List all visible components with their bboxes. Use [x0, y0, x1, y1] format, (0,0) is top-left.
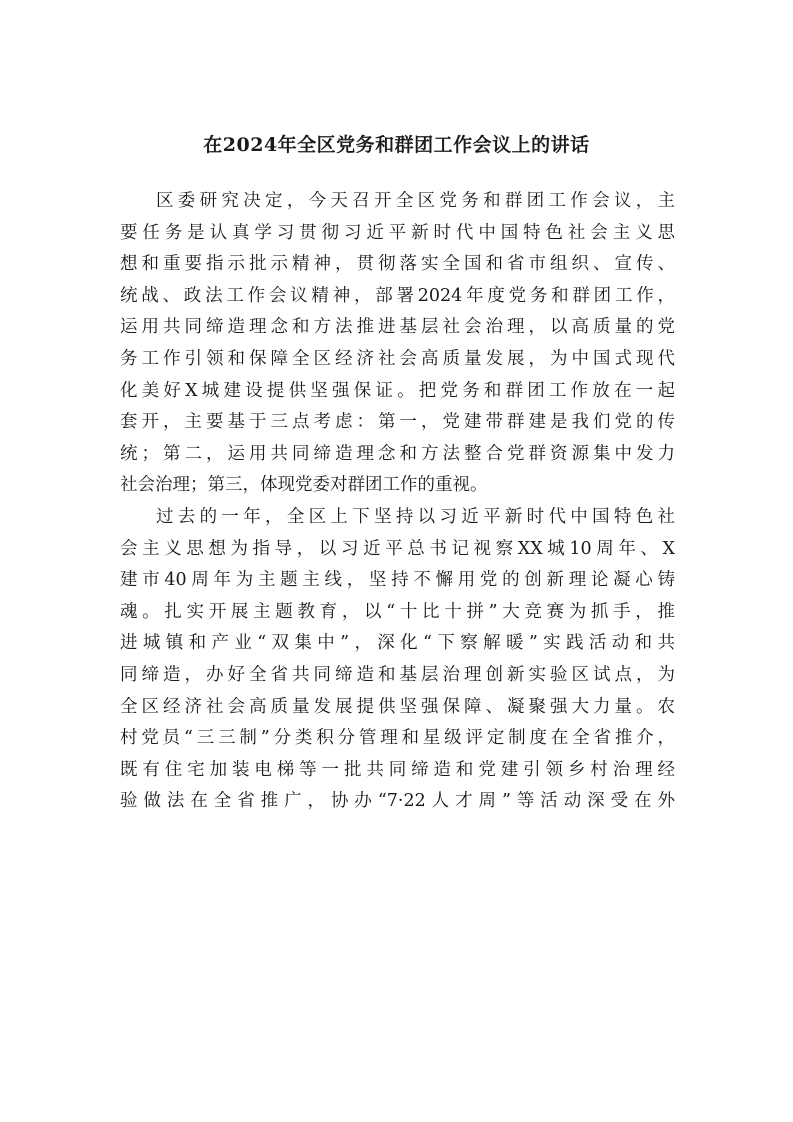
text-line: 会主义思想为指导，以习近平总书记视察XX城10周年、X	[120, 538, 675, 559]
text-line: 要任务是认真学习贯彻习近平新时代中国特色社会主义思	[120, 222, 675, 243]
text-line: 过去的一年，全区上下坚持以习近平新时代中国特色社	[156, 506, 675, 527]
text-line: 运用共同缔造理念和方法推进基层社会治理，以高质量的党	[120, 317, 675, 338]
paragraph-2	[120, 502, 675, 818]
text-line: 全区经济社会高质量发展提供坚强保障、凝聚强大力量。农	[120, 696, 675, 717]
text-line: 化美好X城建设提供坚强保证。把党务和群团工作放在一起	[120, 380, 675, 401]
text-line: 区委研究决定，今天召开全区党务和群团工作会议，主	[156, 191, 675, 211]
text-line: 验做法在全省推广，协办“7·22人才周”等活动深受在外	[120, 791, 675, 812]
text-line: 魂。扎实开展主题教育，以“十比十拼”大竞赛为抓手，推	[120, 601, 675, 622]
text-line: 建市40周年为主题主线，坚持不懈用党的创新理论凝心铸	[120, 570, 675, 591]
text-line: 进城镇和产业“双集中”，深化“下察解暖”实践活动和共	[120, 633, 675, 654]
text-line: 想和重要指示批示精神，贯彻落实全国和省市组织、宣传、	[120, 254, 675, 275]
text-line: 套开，主要基于三点考虑：第一，党建带群建是我们党的传	[120, 412, 675, 433]
paragraph-1	[120, 186, 675, 502]
document-body	[120, 186, 675, 818]
text-line: 既有住宅加装电梯等一批共同缔造和党建引领乡村治理经	[120, 759, 675, 780]
text-line: 同缔造，办好全省共同缔造和基层治理创新实验区试点，为	[120, 664, 675, 685]
document-title: 在2024年全区党务和群团工作会议上的讲话	[203, 134, 590, 156]
text-line: 村党员“三三制”分类积分管理和星级评定制度在全省推介，	[120, 728, 675, 749]
text-line: 统；第二，运用共同缔造理念和方法整合党群资源集中发力	[120, 443, 675, 464]
text-line: 务工作引领和保障全区经济社会高质量发展，为中国式现代	[120, 348, 675, 369]
text-line: 统战、政法工作会议精神，部署2024年度党务和群团工作，	[120, 285, 675, 306]
text-line: 社会治理；第三，体现党委对群团工作的重视。	[120, 475, 488, 496]
